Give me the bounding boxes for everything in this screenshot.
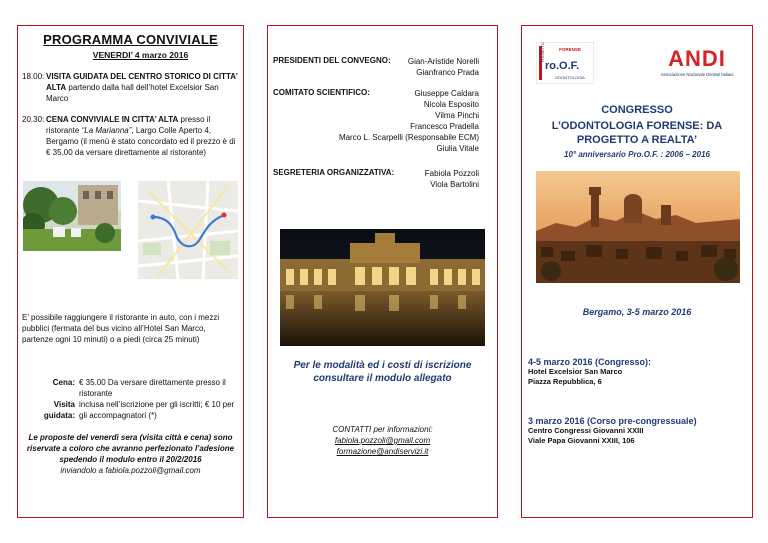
email-link[interactable]: fabiola.pozzoli@gmail.com xyxy=(334,436,431,445)
person-name: Giulia Vitale xyxy=(436,144,479,153)
proof-logo-side: PROGETTO xyxy=(541,42,545,62)
venue-line: Piazza Repubblica, 6 xyxy=(528,377,602,386)
garden-photo xyxy=(23,181,121,251)
panel-programma-conviviale xyxy=(17,25,244,518)
congress-place-date: Bergamo, 3-5 marzo 2016 xyxy=(582,307,692,317)
person-name: Francesco Pradella xyxy=(410,122,479,131)
schedule-dinner-title: CENA CONVIVIALE IN CITTA’ ALTA xyxy=(46,115,179,124)
route-map xyxy=(138,181,238,279)
person-name: Vilma Pinchi xyxy=(435,111,479,120)
fee-value: inclusa nell’iscrizione per gli iscritti; € 10 per gli accompagnatori (*) xyxy=(79,400,235,420)
contacts-block xyxy=(272,424,493,457)
panel-committee xyxy=(267,25,498,518)
person-name: Nicola Esposito xyxy=(423,100,479,109)
reach-info: E’ possibile raggiungere il ristorante in auto, con i mezzi pubblici (fermata del bus vicino all’Hotel San Marco, partenze ogni 10 minuti) o a piedi (circa 25 minuti) xyxy=(22,313,220,344)
person-name: Viola Bartolini xyxy=(430,180,479,189)
venue-precourse xyxy=(528,416,746,446)
venue-congress xyxy=(528,357,746,387)
congress-title: L’ODONTOLOGIA FORENSE: DA PROGETTO A REALTA’ xyxy=(551,120,723,146)
andi-logo xyxy=(652,42,742,82)
names-comitato xyxy=(339,88,479,154)
venue-line: Hotel Excelsior San Marco xyxy=(528,367,623,376)
fee-value: € 35.00 Da versare direttamente presso il ristorante xyxy=(79,378,226,398)
role-segreteria: SEGRETERIA ORGANIZZATIVA: xyxy=(273,168,395,177)
venue-line: Centro Congressi Giovanni XXIII xyxy=(528,426,644,435)
fees-list xyxy=(22,377,237,421)
person-name: Giuseppe Caldara xyxy=(414,89,479,98)
person-name: Gianfranco Prada xyxy=(416,68,479,77)
schedule-dinner-text-2: , Largo Colle Aperto 4, Bergamo (il menù è stato concordato ed il prezzo è di € 35,00 da versare direttamente al ristorante) xyxy=(46,126,236,157)
schedule-item-visit xyxy=(22,71,239,104)
proof-logo-top: FORENSE xyxy=(559,47,581,52)
fee-label: Cena: xyxy=(52,378,75,387)
names-presidenti xyxy=(408,56,479,78)
andi-logo-mark: ANDI xyxy=(668,46,726,71)
contacts-label: CONTATTI per informazioni: xyxy=(332,425,433,434)
fee-label: Visita guidata: xyxy=(43,400,75,420)
person-name: Gian-Aristide Norelli xyxy=(407,57,479,66)
panel-congress-cover xyxy=(521,25,753,518)
schedule-dinner-text: presso il ristorante xyxy=(46,115,211,135)
closing-note-bold: Le proposte del venerdì sera (visita città e cena) sono riservate a coloro che avranno perfezionato l’adesione spedendo il modulo entro il 20/2/2016 xyxy=(26,433,235,464)
bergamo-skyline-photo xyxy=(536,171,740,283)
congress-heading: CONGRESSO xyxy=(601,104,673,116)
schedule-time: 18.00: xyxy=(22,72,45,81)
role-comitato: COMITATO SCIENTIFICO: xyxy=(273,88,370,97)
schedule-item-dinner xyxy=(22,114,239,158)
venue-line: Viale Papa Giovanni XXIII, 106 xyxy=(528,436,635,445)
programma-date: VENERDI’ 4 marzo 2016 xyxy=(92,50,189,60)
proof-logo xyxy=(536,42,594,84)
andi-logo-caption: Associazione Nazionale Dentisti Italiani xyxy=(660,72,734,77)
role-presidenti: PRESIDENTI DEL CONVEGNO: xyxy=(273,56,391,65)
proof-logo-bottom: ODONTOLOGIA xyxy=(555,75,585,80)
venue-heading: 4-5 marzo 2016 (Congresso): xyxy=(528,357,652,367)
fee-row-visita xyxy=(22,399,237,421)
proof-logo-main: ro.O.F. xyxy=(545,60,580,72)
registration-info: Per le modalità ed i costi di iscrizione consultare il modulo allegato xyxy=(293,360,472,384)
names-segreteria xyxy=(425,168,479,190)
restaurant-name: “La Marianna” xyxy=(81,126,132,135)
email-link[interactable]: formazione@andiservizi.it xyxy=(336,447,429,456)
schedule-visit-title: VISITA GUIDATA DEL CENTRO STORICO DI CITTA’ ALTA xyxy=(46,72,238,92)
programma-title: PROGRAMMA CONVIVIALE xyxy=(43,32,218,47)
schedule-visit-text: partendo dalla hall dell’hotel Excelsior San Marco xyxy=(46,83,219,103)
anniversary-line: 10° anniversario Pro.O.F. : 2006 – 2016 xyxy=(564,150,710,159)
closing-note xyxy=(24,432,237,476)
person-name: Fabiola Pozzoli xyxy=(424,169,479,178)
piazza-night-photo xyxy=(280,229,485,346)
fee-row-cena xyxy=(22,377,237,399)
venue-heading: 3 marzo 2016 (Corso pre-congressuale) xyxy=(528,416,697,426)
schedule-time: 20.30: xyxy=(22,115,45,124)
person-name: Marco L. Scarpelli (Responsabile ECM) xyxy=(338,133,479,142)
closing-note-email: inviandolo a fabiola.pozzoli@gmail.com xyxy=(60,466,201,475)
